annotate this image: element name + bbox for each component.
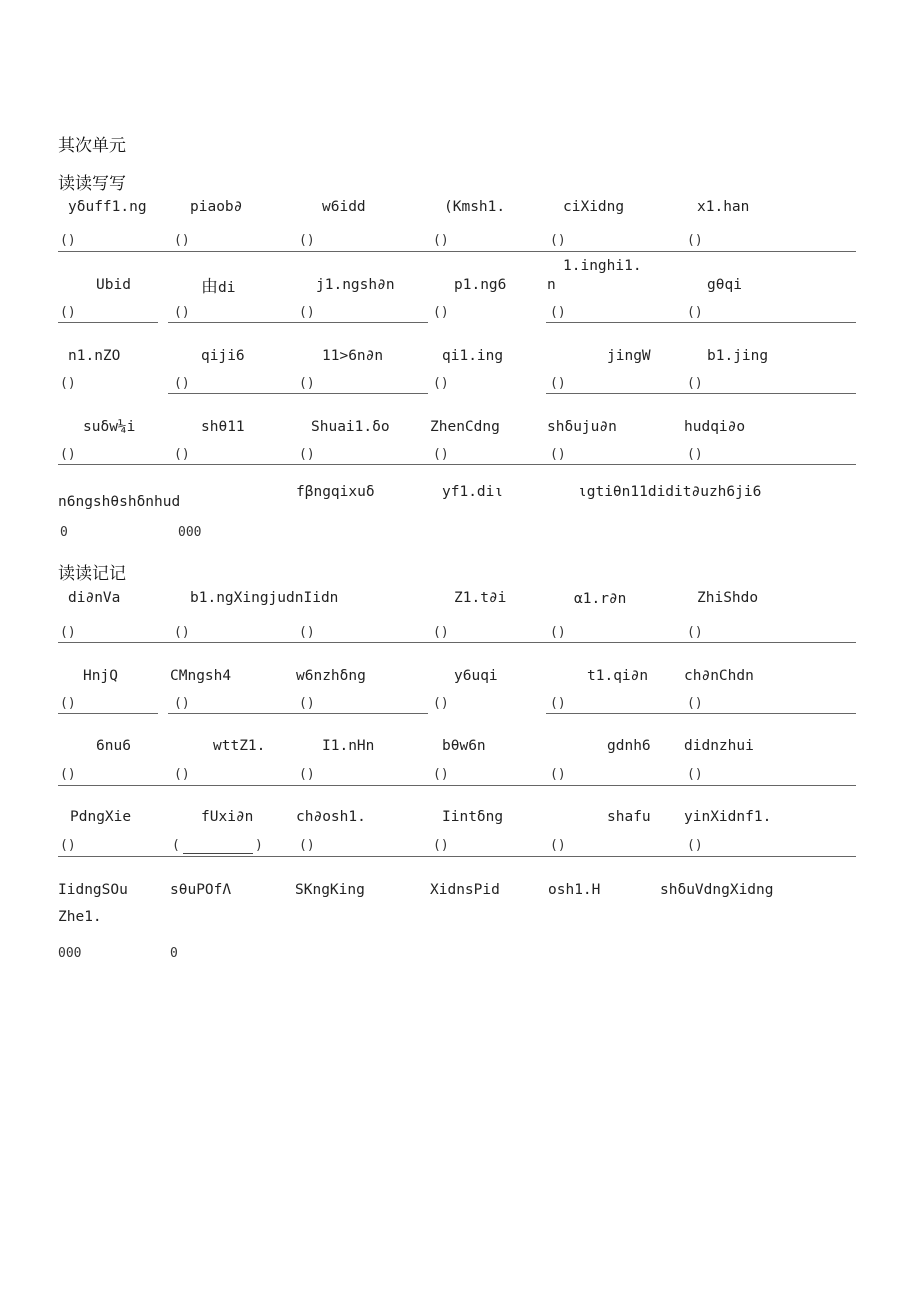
answer-bracket[interactable]: () <box>174 233 190 248</box>
pinyin-word: yδuff1.ng <box>68 199 147 215</box>
pinyin-fragment: di <box>218 280 236 296</box>
pinyin-word: j1.ngsh∂n <box>316 277 395 293</box>
pinyin-word: PdngXie <box>70 809 132 825</box>
answer-bracket[interactable]: () <box>687 376 703 391</box>
pinyin-word: shδuju∂n <box>547 419 617 435</box>
row-divider <box>58 713 158 714</box>
pinyin-word: qiji6 <box>201 348 245 364</box>
pinyin-word: w6nzhδng <box>296 668 366 684</box>
pinyin-word: shδuVdngXidng <box>660 882 774 898</box>
pinyin-word: x1.han <box>697 199 750 215</box>
pinyin-word <box>201 272 235 297</box>
pinyin-word: ZhenCdng <box>430 419 500 435</box>
answer-bracket[interactable]: () <box>299 447 315 462</box>
pinyin-word: fUxi∂n <box>201 809 254 825</box>
answer-bracket[interactable]: () <box>174 696 190 711</box>
answer-bracket[interactable]: () <box>299 376 315 391</box>
answer-bracket[interactable]: () <box>60 838 76 853</box>
answer-bracket[interactable]: () <box>60 447 76 462</box>
answer-bracket[interactable]: () <box>550 767 566 782</box>
pinyin-word: fβngqixuδ <box>296 484 375 500</box>
answer-bracket-close[interactable]: ) <box>255 838 263 853</box>
answer-bracket[interactable]: () <box>550 838 566 853</box>
answer-bracket-open[interactable]: ( <box>172 838 180 853</box>
answer-bracket[interactable]: () <box>550 233 566 248</box>
pinyin-word: w6idd <box>322 199 366 215</box>
pinyin-word: n <box>547 277 556 293</box>
answer-bracket[interactable]: () <box>60 696 76 711</box>
answer-bracket[interactable]: () <box>687 447 703 462</box>
pinyin-word: shafu <box>607 809 651 825</box>
row-divider <box>58 251 856 252</box>
answer-bracket[interactable]: () <box>433 696 449 711</box>
pinyin-word: ZhiShdo <box>697 590 759 606</box>
row-divider <box>168 322 428 323</box>
pinyin-word: ch∂nChdn <box>684 668 754 684</box>
pinyin-word: n1.nZO <box>68 348 121 364</box>
answer-bracket[interactable]: () <box>687 696 703 711</box>
pinyin-word: Iintδng <box>442 809 504 825</box>
answer-bracket[interactable]: () <box>60 767 76 782</box>
answer-bracket[interactable]: () <box>687 767 703 782</box>
answer-bracket[interactable]: 000 <box>58 946 82 961</box>
row-divider <box>58 642 856 643</box>
pinyin-word: SKngKing <box>295 882 365 898</box>
pinyin-word: α1.r∂n <box>574 591 627 607</box>
pinyin-word: Ubid <box>96 277 131 293</box>
pinyin-word: (Kmsh1. <box>444 199 506 215</box>
pinyin-word: bθw6n <box>442 738 486 754</box>
unit-title: 其次单元 <box>58 136 126 155</box>
answer-bracket[interactable]: () <box>433 838 449 853</box>
pinyin-word: CMngsh4 <box>170 668 232 684</box>
pinyin-word: piaob∂ <box>190 199 243 215</box>
pinyin-word: yf1.diι <box>442 484 504 500</box>
row-divider <box>168 713 428 714</box>
answer-bracket[interactable]: () <box>550 625 566 640</box>
answer-bracket[interactable]: () <box>299 233 315 248</box>
pinyin-word: 1.inghi1. <box>563 258 642 274</box>
answer-bracket[interactable]: () <box>433 767 449 782</box>
pinyin-word: n6ngshθshδnhud <box>58 494 181 510</box>
answer-bracket[interactable]: () <box>687 305 703 320</box>
answer-bracket[interactable]: () <box>433 233 449 248</box>
pinyin-word: shθ11 <box>201 419 245 435</box>
answer-bracket[interactable]: 000 <box>178 525 202 540</box>
pinyin-word: sθuPOfΛ <box>170 882 232 898</box>
pinyin-word: HnjQ <box>83 668 118 684</box>
pinyin-word: t1.qi∂n <box>587 668 649 684</box>
answer-bracket[interactable]: () <box>174 625 190 640</box>
answer-bracket[interactable]: () <box>299 696 315 711</box>
pinyin-word: didnzhui <box>684 738 754 754</box>
answer-bracket[interactable]: () <box>433 305 449 320</box>
answer-bracket[interactable]: () <box>550 305 566 320</box>
answer-bracket[interactable]: 0 <box>170 946 178 961</box>
pinyin-word: 11>6n∂n <box>322 348 384 364</box>
pinyin-word: I1.nHn <box>322 738 375 754</box>
pinyin-word: gθqi <box>707 277 742 293</box>
answer-bracket[interactable]: () <box>60 305 76 320</box>
answer-bracket[interactable]: () <box>687 625 703 640</box>
pinyin-word: b1.ngXingjudnIidn <box>190 590 339 606</box>
answer-bracket[interactable]: () <box>174 305 190 320</box>
answer-bracket[interactable]: () <box>433 625 449 640</box>
pinyin-word: b1.jing <box>707 348 769 364</box>
pinyin-word: ciXidng <box>563 199 625 215</box>
pinyin-word: ιgtiθn11didit∂uzh6ji6 <box>578 484 762 500</box>
answer-bracket[interactable]: () <box>550 447 566 462</box>
pinyin-word: wttZ1. <box>213 738 266 754</box>
pinyin-word: qi1.ing <box>442 348 504 364</box>
answer-bracket[interactable]: () <box>174 767 190 782</box>
answer-bracket[interactable]: () <box>60 625 76 640</box>
row-divider <box>58 856 856 857</box>
answer-bracket[interactable]: () <box>299 625 315 640</box>
pinyin-word: y6uqi <box>454 668 498 684</box>
row-divider <box>58 464 856 465</box>
pinyin-word: yinXidnf1. <box>684 809 772 825</box>
pinyin-word: XidnsPid <box>430 882 500 898</box>
pinyin-word: Shuai1.δo <box>311 419 390 435</box>
answer-bracket[interactable]: () <box>433 447 449 462</box>
answer-bracket[interactable]: () <box>174 376 190 391</box>
answer-bracket[interactable]: () <box>174 447 190 462</box>
pinyin-word: IidngSOu <box>58 882 128 898</box>
row-divider <box>546 322 856 323</box>
answer-bracket[interactable]: () <box>299 838 315 853</box>
answer-bracket[interactable]: 0 <box>60 525 68 540</box>
answer-bracket[interactable]: () <box>550 376 566 391</box>
section-title-read-write: 读读写写 <box>58 174 126 193</box>
pinyin-word: gdnh6 <box>607 738 651 754</box>
row-divider <box>58 785 856 786</box>
pinyin-word: jingW <box>607 348 651 364</box>
pinyin-word: Zhe1. <box>58 909 102 925</box>
answer-blank-line[interactable] <box>183 853 253 854</box>
answer-bracket[interactable]: () <box>687 233 703 248</box>
hanzi-char: 由 <box>201 277 218 297</box>
answer-bracket[interactable]: () <box>60 233 76 248</box>
answer-bracket[interactable]: () <box>60 376 76 391</box>
answer-bracket[interactable]: () <box>299 767 315 782</box>
answer-bracket[interactable]: () <box>433 376 449 391</box>
answer-bracket[interactable]: () <box>299 305 315 320</box>
answer-bracket[interactable]: () <box>687 838 703 853</box>
pinyin-word: 6nu6 <box>96 738 131 754</box>
row-divider <box>168 393 428 394</box>
pinyin-word: Z1.t∂i <box>454 590 507 606</box>
pinyin-word: ch∂osh1. <box>296 809 366 825</box>
row-divider <box>546 393 856 394</box>
section-title-read-remember: 读读记记 <box>58 564 126 583</box>
pinyin-word: hudqi∂o <box>684 419 746 435</box>
row-divider <box>58 322 158 323</box>
pinyin-word: di∂nVa <box>68 590 121 606</box>
answer-bracket[interactable]: () <box>550 696 566 711</box>
pinyin-word: p1.ng6 <box>454 277 507 293</box>
pinyin-word: suδw¼i <box>83 419 136 435</box>
pinyin-word: osh1.H <box>548 882 601 898</box>
row-divider <box>546 713 856 714</box>
